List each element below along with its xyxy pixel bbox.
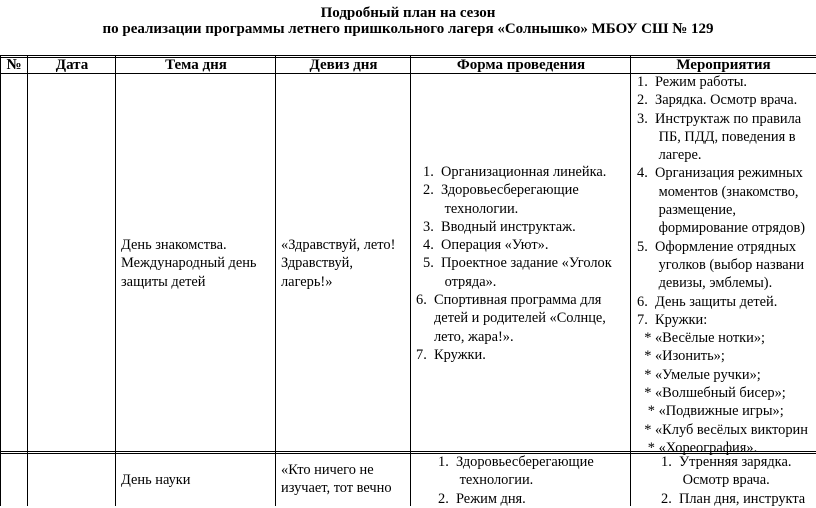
list-item: * «Хореография».: [637, 439, 758, 456]
list-item: * «Весёлые нотки»;: [637, 330, 766, 347]
list-item: девизы, эмблемы).: [637, 275, 773, 292]
list-item: 7. Кружки:: [637, 311, 708, 328]
col-line-4: [410, 55, 411, 506]
header-date: Дата: [55, 57, 89, 73]
list-item: размещение,: [637, 202, 736, 219]
col-line-1: [27, 55, 28, 506]
list-item: лагере.: [637, 147, 702, 164]
list-item: 1. Утренняя зарядка.: [661, 454, 792, 470]
header-motto: Девиз дня: [309, 57, 378, 73]
list-item: Осмотр врача.: [661, 472, 770, 489]
col-line-5: [630, 55, 631, 506]
row1-theme: [121, 236, 256, 291]
list-item: моментов (знакомство,: [637, 183, 799, 200]
row1-events-list: [637, 73, 808, 457]
list-item: лето, жара!».: [416, 328, 514, 345]
row2-events-list: [661, 453, 805, 508]
list-item: 6. Спортивная программа для: [416, 292, 602, 309]
list-item: 3. Инструктаж по правила: [637, 110, 802, 127]
row2-motto: [281, 461, 392, 498]
row1-theme-line: Международный день: [121, 255, 257, 272]
row1-motto-line: «Здравствуй, лето!: [281, 237, 396, 253]
list-item: 3. Вводный инструктаж.: [423, 218, 576, 235]
list-item: 7. Кружки.: [416, 346, 486, 363]
list-item: * «Умелые ручки»;: [637, 366, 761, 383]
list-item: 4. Организация режимных: [637, 165, 803, 182]
list-item: 5. Оформление отрядных: [637, 238, 797, 255]
header-theme: Тема дня: [165, 57, 227, 73]
col-line-3: [275, 55, 276, 506]
list-item: детей и родителей «Солнце,: [416, 310, 606, 327]
header-form: Форма проведения: [456, 57, 586, 73]
list-item: 1. Режим работы.: [637, 74, 748, 90]
list-item: ПБ, ПДД, поведения в: [637, 128, 796, 145]
list-item: 2. Зарядка. Осмотр врача.: [637, 92, 798, 109]
list-item: * «Волшебный бисер»;: [637, 385, 786, 402]
list-item: 1. Организационная линейка.: [423, 164, 607, 180]
row1-theme-line: защиты детей: [121, 273, 206, 290]
list-item: формирование отрядов): [637, 220, 806, 237]
row1-motto-line: Здравствуй,: [281, 255, 353, 272]
header-events: Мероприятия: [676, 57, 771, 73]
list-item: * «Клуб весёлых викторин: [637, 421, 808, 438]
row2-theme: День науки: [121, 472, 191, 488]
list-item: уголков (выбор названи: [637, 256, 805, 273]
list-item: * «Подвижные игры»;: [637, 403, 784, 420]
list-item: 5. Проектное задание «Уголок: [423, 255, 612, 272]
list-item: 1. Здоровьесберегающие: [438, 454, 594, 470]
document-title: Подробный план на сезон: [320, 5, 496, 21]
list-item: технологии.: [423, 200, 519, 217]
row2-form-list: [438, 453, 594, 508]
header-num: №: [6, 57, 22, 73]
list-item: 4. Операция «Уют».: [423, 237, 549, 254]
row1-motto-line: лагерь!»: [281, 273, 333, 290]
document-subtitle: по реализации программы летнего пришкольного лагеря «Солнышко» МБОУ СШ № 129: [102, 21, 714, 37]
row1-motto: [281, 236, 395, 291]
list-item: 6. День защиты детей.: [637, 293, 778, 310]
row1-form-list: [416, 163, 612, 364]
col-line-2: [115, 55, 116, 506]
col-line-0: [0, 55, 1, 506]
row2-motto-line: изучает, тот вечно: [281, 480, 392, 497]
list-item: 2. Режим дня.: [438, 490, 526, 507]
row2-motto-line: «Кто ничего не: [281, 462, 374, 478]
row1-theme-line: День знакомства.: [121, 237, 227, 253]
list-item: 2. План дня, инструкта: [661, 490, 806, 507]
list-item: технологии.: [438, 472, 534, 489]
list-item: отряда».: [423, 273, 497, 290]
list-item: 2. Здоровьесберегающие: [423, 182, 579, 199]
list-item: * «Изонить»;: [637, 348, 725, 365]
